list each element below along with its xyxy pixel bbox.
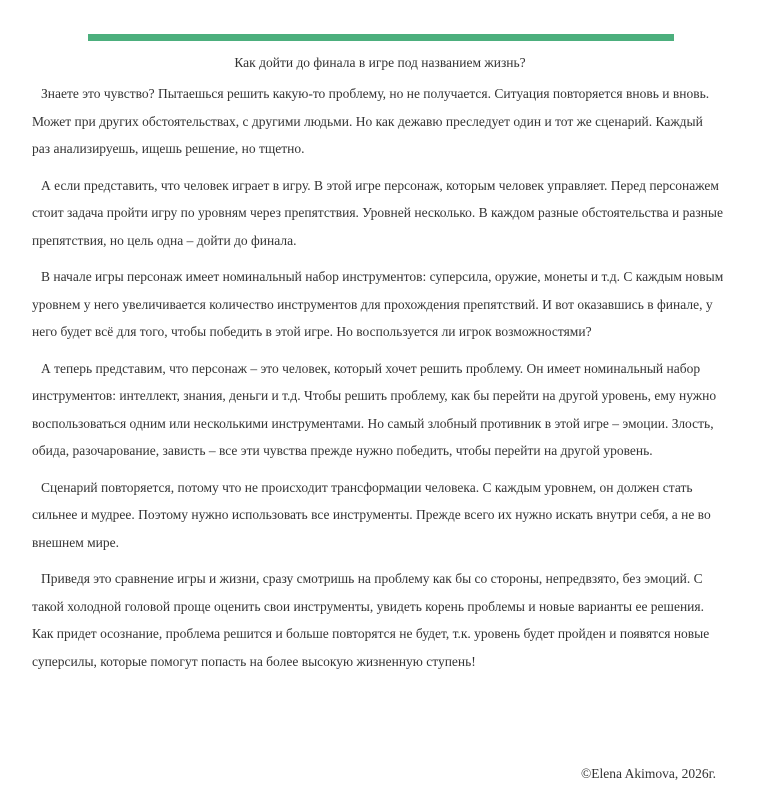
- article-paragraph: Приведя это сравнение игры и жизни, сразу смотришь на проблему как бы со стороны, непредвзято, без эмоций. С такой холодной головой проще оценить свои инструменты, увидеть корень проблемы и новые варианты ее решения. Как придет осознание, проблема решится и больше повторятся не будет, т.к. уровень будет пройден и появятся новые суперсилы, которые помогут попасть на более высокую жизненную ступень!: [32, 571, 710, 669]
- article-body: [32, 80, 724, 684]
- accent-bar: [88, 34, 674, 41]
- article-paragraph: Знаете это чувство? Пытаешься решить какую-то проблему, но не получается. Ситуация повторяется вновь и вновь. Может при других обстоятельствах, с другими людьми. Но как дежавю преследует один и тот же сценарий. Каждый раз анализируешь, ищешь решение, но тщетно.: [32, 86, 710, 156]
- article-paragraph: А если представить, что человек играет в игру. В этой игре персонаж, которым человек управляет. Перед персонажем стоит задача пройти игру по уровням через препятствия. Уровней несколько. В каждом разные обстоятельства и разные препятствия, но цель одна – дойти до финала.: [32, 177, 723, 248]
- article-paragraph: А теперь представим, что персонаж – это человек, который хочет решить проблему. Он имеет номинальный набор инструментов: интеллект, знания, деньги и т.д. Чтобы решить проблему, как бы перейти на другой уровень, ему нужно воспользоваться одним или несколькими инструментами. Но самый злобный противник в этой игре – эмоции. Злость, обида, разочарование, зависть – все эти чувства прежде нужно победить, чтобы перейти на другой уровень.: [32, 360, 717, 458]
- article-title: Как дойти до финала в игре под названием жизнь?: [234, 55, 526, 70]
- article-paragraph: Сценарий повторяется, потому что не происходит трансформации человека. С каждым уровнем, он должен стать сильнее и мудрее. Поэтому нужно использовать все инструменты. Прежде всего их нужно искать внутри себя, а не во внешнем мире.: [32, 479, 711, 550]
- article-paragraph: В начале игры персонаж имеет номинальный набор инструментов: суперсила, оружие, монеты и т.д. С каждым новым уровнем у него увеличивается количество инструментов для прохождения препятствий. И вот оказавшись в финале, у него будет всё для того, чтобы победить в этой игре. Но воспользуется ли игрок возможностями?: [32, 269, 724, 339]
- author-signature: ©Elena Akimova, 2026г.: [581, 766, 716, 781]
